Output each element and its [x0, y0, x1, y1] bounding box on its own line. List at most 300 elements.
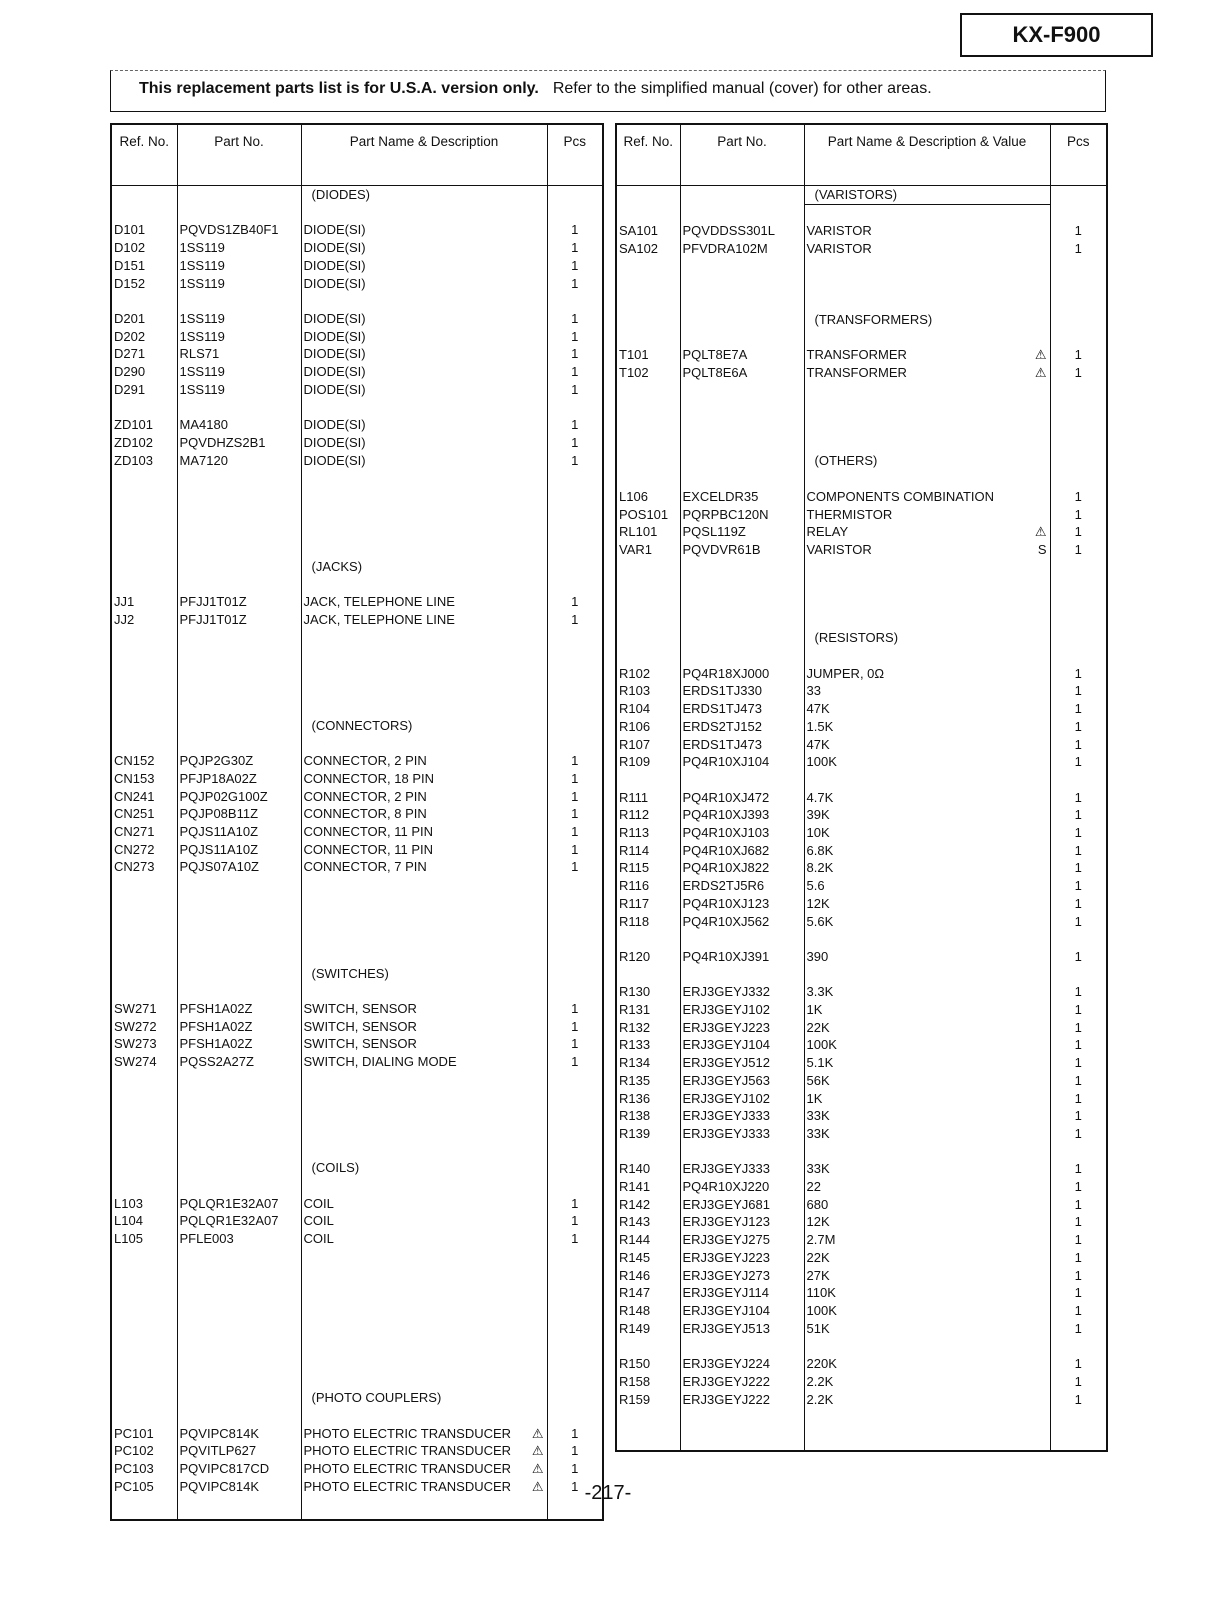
part-no-cell — [177, 328, 301, 346]
pcs-cell — [547, 292, 603, 310]
ref-no-cell — [616, 1337, 680, 1355]
part-no-text: PQRPBC120N — [682, 506, 769, 522]
ref-no-cell — [111, 1442, 177, 1460]
section-heading: (OTHERS) — [804, 452, 1050, 470]
description-text: DIODE(SI) — [303, 417, 366, 433]
part-no-text: ERJ3GEYJ681 — [682, 1196, 770, 1212]
part-no-cell — [680, 1090, 804, 1108]
blank-row — [111, 1177, 603, 1195]
ref-no-text: R103 — [619, 683, 651, 699]
part-no-text: ERJ3GEYJ102 — [682, 1090, 770, 1106]
part-no-text: PQ4R10XJ472 — [682, 789, 770, 805]
header-pcs: Pcs — [547, 124, 603, 186]
description-cell — [804, 1391, 1050, 1409]
part-no-text: ERJ3GEYJ123 — [682, 1214, 770, 1230]
description-text: 47K — [806, 736, 830, 752]
part-no-cell — [680, 771, 804, 789]
blank-row — [616, 647, 1107, 665]
description-text: CONNECTOR, 8 PIN — [303, 806, 427, 822]
part-no-text: ERJ3GEYJ513 — [682, 1320, 770, 1336]
part-no-cell — [680, 382, 804, 400]
pcs-cell — [1050, 346, 1107, 364]
ref-no-text: R135 — [619, 1072, 651, 1088]
blank-row — [111, 1106, 603, 1124]
part-no-cell — [177, 876, 301, 894]
part-no-cell — [680, 204, 804, 222]
part-no-text: ERJ3GEYJ333 — [682, 1108, 770, 1124]
ref-no-cell — [616, 1391, 680, 1409]
ref-no-cell — [616, 1267, 680, 1285]
table-row — [111, 1230, 603, 1248]
ref-no-cell — [616, 1408, 680, 1426]
part-no-cell — [680, 311, 804, 329]
pcs-text: 1 — [571, 240, 579, 256]
ref-no-text: CN272 — [114, 841, 155, 857]
part-no-text: ERJ3GEYJ223 — [682, 1019, 770, 1035]
ref-no-cell — [111, 858, 177, 876]
description-cell — [301, 699, 547, 717]
section-heading: (CONNECTORS) — [301, 717, 547, 735]
ref-no-text: CN251 — [114, 806, 155, 822]
ref-no-text: ZD102 — [114, 434, 154, 450]
ref-no-cell — [616, 824, 680, 842]
part-no-text: 1SS119 — [179, 275, 225, 291]
blank-row — [111, 876, 603, 894]
ref-no-cell — [616, 470, 680, 488]
pcs-cell — [547, 328, 603, 346]
part-no-cell — [680, 1178, 804, 1196]
ref-no-cell — [616, 966, 680, 984]
table-row — [111, 381, 603, 399]
ref-no-cell — [616, 1249, 680, 1267]
description-text: DIODE(SI) — [303, 222, 366, 238]
header-description: Part Name & Description — [301, 124, 547, 186]
description-cell — [301, 1425, 547, 1443]
pcs-text: 1 — [571, 1443, 579, 1459]
description-cell — [804, 399, 1050, 417]
pcs-text: 1 — [1074, 1285, 1082, 1301]
table-row — [616, 1019, 1107, 1037]
pcs-text: 1 — [571, 346, 579, 362]
ref-no-cell — [111, 1372, 177, 1390]
description-text: 100K — [806, 1037, 837, 1053]
description-cell — [804, 594, 1050, 612]
ref-no-cell — [616, 753, 680, 771]
blank-row — [111, 1354, 603, 1372]
ref-no-cell — [111, 239, 177, 257]
pcs-text: 1 — [1074, 860, 1082, 876]
ref-no-text: D152 — [114, 275, 146, 291]
part-no-text: PFJJ1T01Z — [179, 611, 247, 627]
pcs-cell — [547, 239, 603, 257]
description-cell — [301, 1354, 547, 1372]
ref-no-cell — [616, 983, 680, 1001]
description-cell — [804, 222, 1050, 240]
pcs-text: 1 — [1074, 736, 1082, 752]
section-heading: (COILS) — [301, 1159, 547, 1177]
pcs-text: 1 — [1074, 948, 1082, 964]
description-cell — [804, 1090, 1050, 1108]
pcs-cell — [547, 1195, 603, 1213]
part-no-cell — [177, 628, 301, 646]
ref-no-cell — [616, 736, 680, 754]
part-no-text: PQLQR1E32A07 — [179, 1213, 279, 1229]
table-row — [111, 310, 603, 328]
part-no-cell — [680, 1196, 804, 1214]
description-cell — [804, 1107, 1050, 1125]
parts-table-right-body — [616, 186, 1107, 1451]
ref-no-cell — [616, 1036, 680, 1054]
part-no-text: PQ4R10XJ103 — [682, 825, 770, 841]
part-no-text: PQVIPC814K — [179, 1478, 259, 1494]
description-cell — [301, 416, 547, 434]
ref-no-text: RL101 — [619, 524, 658, 540]
description-cell — [301, 1195, 547, 1213]
ref-no-cell — [111, 593, 177, 611]
part-no-cell — [680, 647, 804, 665]
pcs-text: 1 — [1074, 701, 1082, 717]
ref-no-cell — [616, 240, 680, 258]
ref-no-cell — [616, 452, 680, 470]
ref-no-text: R114 — [619, 842, 650, 858]
pcs-cell — [1050, 293, 1107, 311]
ref-no-cell — [111, 1089, 177, 1107]
ref-no-cell — [111, 841, 177, 859]
part-no-cell — [177, 646, 301, 664]
ref-no-text: R116 — [619, 878, 650, 894]
pcs-cell — [1050, 771, 1107, 789]
table-row — [616, 789, 1107, 807]
part-no-text: PQ4R10XJ562 — [682, 913, 770, 929]
description-text: 27K — [806, 1267, 830, 1283]
description-cell — [804, 382, 1050, 400]
blank-row — [111, 1336, 603, 1354]
ref-no-text: R138 — [619, 1108, 651, 1124]
part-no-cell — [680, 682, 804, 700]
description-cell — [804, 240, 1050, 258]
pcs-cell — [1050, 186, 1107, 205]
pcs-cell — [1050, 417, 1107, 435]
pcs-cell — [1050, 1408, 1107, 1426]
blank-row — [616, 1408, 1107, 1426]
pcs-cell — [1050, 1337, 1107, 1355]
part-no-cell — [680, 789, 804, 807]
description-text: 1K — [806, 1002, 823, 1018]
description-text: CONNECTOR, 7 PIN — [303, 859, 427, 875]
safety-warning-icon: ⚠ — [1034, 524, 1047, 540]
description-cell — [301, 1212, 547, 1230]
description-cell — [301, 593, 547, 611]
blank-row — [616, 399, 1107, 417]
blank-row — [616, 1426, 1107, 1451]
part-no-cell — [680, 1408, 804, 1426]
pcs-text: 1 — [571, 310, 579, 326]
part-no-cell — [680, 1231, 804, 1249]
part-no-text: PQ4R10XJ104 — [682, 754, 770, 770]
pcs-cell — [1050, 1001, 1107, 1019]
ref-no-cell — [111, 788, 177, 806]
pcs-cell — [1050, 364, 1107, 382]
description-cell — [804, 275, 1050, 293]
pcs-cell — [1050, 594, 1107, 612]
ref-no-text: R133 — [619, 1037, 651, 1053]
pcs-cell — [1050, 665, 1107, 683]
part-no-cell — [177, 1230, 301, 1248]
section-row — [111, 1159, 603, 1177]
pcs-cell — [1050, 1072, 1107, 1090]
pcs-cell — [1050, 1373, 1107, 1391]
part-no-text: PFJJ1T01Z — [179, 594, 247, 610]
pcs-cell — [547, 398, 603, 416]
ref-no-cell — [111, 1301, 177, 1319]
ref-no-cell — [111, 1230, 177, 1248]
part-no-cell — [177, 735, 301, 753]
part-no-cell — [177, 929, 301, 947]
part-no-text: ERJ3GEYJ512 — [682, 1055, 770, 1071]
ref-no-cell — [616, 842, 680, 860]
description-cell — [804, 771, 1050, 789]
part-no-cell — [680, 1337, 804, 1355]
ref-no-cell — [616, 1143, 680, 1161]
pcs-text: 1 — [571, 806, 579, 822]
part-no-cell — [177, 1301, 301, 1319]
description-cell — [301, 805, 547, 823]
part-no-cell — [680, 736, 804, 754]
ref-no-text: CN271 — [114, 824, 155, 840]
ref-no-text: R141 — [619, 1179, 651, 1195]
description-cell — [804, 983, 1050, 1001]
description-text: 5.6 — [806, 878, 825, 894]
table-row — [616, 948, 1107, 966]
pcs-text: 1 — [571, 1036, 579, 1052]
description-cell — [301, 239, 547, 257]
description-cell — [804, 541, 1050, 559]
pcs-cell — [547, 1407, 603, 1425]
description-text: DIODE(SI) — [303, 452, 366, 468]
ref-no-text: R113 — [619, 825, 650, 841]
description-text: PHOTO ELECTRIC TRANSDUCER — [303, 1478, 512, 1494]
table-row — [111, 257, 603, 275]
description-text: DIODE(SI) — [303, 364, 366, 379]
pcs-cell — [547, 1248, 603, 1266]
pcs-cell — [547, 1230, 603, 1248]
pcs-text: 1 — [1074, 665, 1082, 681]
description-cell — [301, 1177, 547, 1195]
part-no-cell — [177, 257, 301, 275]
section-heading: (PHOTO COUPLERS) — [301, 1389, 547, 1407]
description-text: 110K — [806, 1285, 836, 1301]
table-row — [616, 877, 1107, 895]
part-no-cell — [680, 1125, 804, 1143]
description-text: 33K — [806, 1125, 830, 1141]
description-text: DIODE(SI) — [303, 381, 366, 397]
part-no-cell — [177, 522, 301, 540]
pcs-cell — [1050, 1284, 1107, 1302]
description-cell — [804, 329, 1050, 347]
ref-no-cell — [616, 1213, 680, 1231]
description-cell — [804, 1302, 1050, 1320]
part-no-text: PFSH1A02Z — [179, 1001, 253, 1017]
ref-no-cell — [111, 558, 177, 576]
ref-no-cell — [616, 1107, 680, 1125]
description-cell — [301, 275, 547, 293]
part-no-cell — [680, 1054, 804, 1072]
part-no-text: ERJ3GEYJ102 — [682, 1002, 770, 1018]
description-cell — [804, 1196, 1050, 1214]
blank-row — [616, 329, 1107, 347]
table-row — [616, 1267, 1107, 1285]
header-part-no: Part No. — [680, 124, 804, 186]
ref-no-text: SW273 — [114, 1036, 157, 1052]
ref-no-cell — [111, 310, 177, 328]
table-row — [616, 1090, 1107, 1108]
pcs-cell — [1050, 895, 1107, 913]
pcs-cell — [547, 558, 603, 576]
part-no-cell — [177, 487, 301, 505]
description-cell — [804, 1054, 1050, 1072]
pcs-cell — [1050, 470, 1107, 488]
pcs-text: 1 — [571, 611, 579, 627]
blank-row — [616, 417, 1107, 435]
part-no-text: PQJS11A10Z — [179, 841, 259, 857]
description-text: PHOTO ELECTRIC TRANSDUCER — [303, 1425, 512, 1441]
description-text: CONNECTOR, 2 PIN — [303, 753, 427, 769]
pcs-text: 1 — [1074, 718, 1082, 734]
table-row — [616, 718, 1107, 736]
part-no-text: PQLQR1E32A07 — [179, 1195, 279, 1211]
ref-no-text: ZD103 — [114, 452, 154, 468]
ref-no-cell — [616, 1196, 680, 1214]
table-row — [616, 1072, 1107, 1090]
part-no-cell — [177, 1159, 301, 1177]
part-no-text: ERJ3GEYJ222 — [682, 1391, 770, 1407]
description-cell — [804, 842, 1050, 860]
description-text: PHOTO ELECTRIC TRANSDUCER — [303, 1461, 512, 1477]
part-no-cell — [680, 824, 804, 842]
ref-no-text: T102 — [619, 364, 649, 380]
part-no-cell — [680, 966, 804, 984]
part-no-cell — [680, 1426, 804, 1451]
ref-no-cell — [111, 275, 177, 293]
pcs-cell — [547, 1301, 603, 1319]
pcs-text: 1 — [1074, 807, 1082, 823]
part-no-cell — [680, 258, 804, 276]
pcs-cell — [547, 221, 603, 239]
description-cell — [804, 736, 1050, 754]
description-cell — [301, 522, 547, 540]
part-no-cell — [680, 417, 804, 435]
pcs-cell — [1050, 1054, 1107, 1072]
description-cell — [301, 1442, 547, 1460]
description-text: 10K — [806, 825, 830, 841]
ref-no-cell — [111, 646, 177, 664]
pcs-text: 1 — [1074, 1108, 1082, 1124]
part-no-cell — [177, 381, 301, 399]
ref-no-cell — [111, 1106, 177, 1124]
description-cell — [301, 257, 547, 275]
pcs-text: 1 — [1074, 842, 1082, 858]
part-no-cell — [177, 717, 301, 735]
pcs-cell — [1050, 311, 1107, 329]
description-cell — [301, 381, 547, 399]
blank-row — [111, 982, 603, 1000]
ref-no-text: R117 — [619, 895, 650, 911]
part-no-cell — [680, 399, 804, 417]
description-text: 4.7K — [806, 789, 834, 805]
description-cell — [301, 398, 547, 416]
pcs-cell — [547, 1283, 603, 1301]
description-cell — [804, 1320, 1050, 1338]
description-cell — [301, 1089, 547, 1107]
blank-row — [111, 1142, 603, 1160]
pcs-cell — [1050, 576, 1107, 594]
part-no-cell — [177, 204, 301, 222]
blank-row — [616, 258, 1107, 276]
pcs-text: 1 — [1074, 984, 1082, 1000]
table-row — [111, 1425, 603, 1443]
description-cell — [804, 789, 1050, 807]
pcs-cell — [547, 1177, 603, 1195]
ref-no-text: CN153 — [114, 770, 155, 786]
blank-row — [111, 522, 603, 540]
table-row — [111, 1442, 603, 1460]
ref-no-cell — [111, 965, 177, 983]
pcs-text: 1 — [571, 1001, 579, 1017]
ref-no-cell — [111, 434, 177, 452]
ref-no-text: CN241 — [114, 788, 155, 804]
pcs-cell — [547, 947, 603, 965]
description-cell — [804, 1072, 1050, 1090]
blank-row — [111, 1248, 603, 1266]
section-heading: (JACKS) — [301, 558, 547, 576]
part-no-cell — [680, 877, 804, 895]
ref-no-cell — [616, 1178, 680, 1196]
part-no-cell — [177, 858, 301, 876]
description-cell — [804, 913, 1050, 931]
table-row — [616, 983, 1107, 1001]
table-row — [111, 363, 603, 381]
pcs-text: 1 — [1074, 1267, 1082, 1283]
pcs-cell — [547, 1124, 603, 1142]
table-row — [616, 1036, 1107, 1054]
part-no-cell — [177, 1212, 301, 1230]
part-no-cell — [177, 1425, 301, 1443]
part-no-text: PQ4R10XJ391 — [682, 948, 770, 964]
table-row — [616, 1249, 1107, 1267]
description-text: 2.2K — [806, 1373, 834, 1389]
pcs-cell — [547, 1089, 603, 1107]
section-heading: (VARISTORS) — [804, 186, 1050, 205]
ref-no-cell — [111, 770, 177, 788]
pcs-cell — [1050, 842, 1107, 860]
pcs-cell — [1050, 966, 1107, 984]
pcs-cell — [547, 1425, 603, 1443]
ref-no-cell — [111, 682, 177, 700]
blank-row — [111, 894, 603, 912]
table-row — [111, 1460, 603, 1478]
pcs-text: 1 — [1074, 895, 1082, 911]
part-no-cell — [680, 895, 804, 913]
table-row — [616, 1213, 1107, 1231]
blank-row — [111, 1265, 603, 1283]
pcs-text: 1 — [1074, 1391, 1082, 1407]
pcs-cell — [1050, 1125, 1107, 1143]
pcs-text: 1 — [571, 753, 579, 769]
pcs-text: 1 — [571, 275, 579, 291]
pcs-text: 1 — [571, 417, 579, 433]
part-no-cell — [680, 612, 804, 630]
ref-no-cell — [111, 1265, 177, 1283]
